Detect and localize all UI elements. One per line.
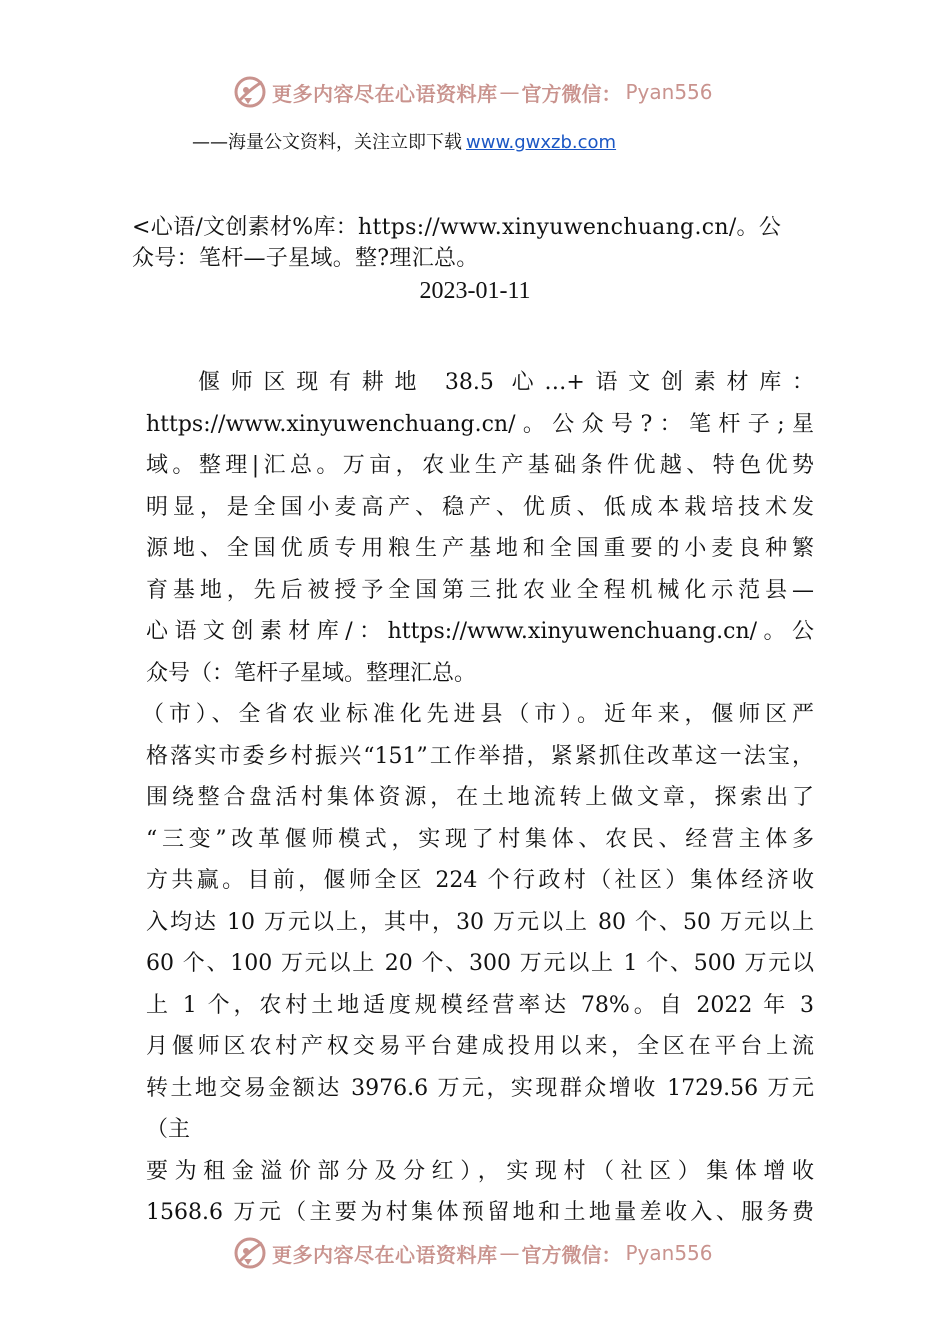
body-line: 偃师区现有耕地 38.5 心…+语文创素材库： — [198, 370, 814, 395]
document-date: 2023-01-11 — [419, 278, 531, 304]
source-line-1: <心语/文创素材%库：https://www.xinyuwenchuang.cn/。公 — [132, 215, 782, 240]
footer-banner — [232, 1233, 713, 1273]
body-line: （市）、全省农业标准化先进县（市）。近年来，偃师区严 — [142, 702, 814, 727]
body-line: 明显，是全国小麦高产、稳产、优质、低成本栽培技术发 — [146, 494, 814, 520]
download-notice — [192, 128, 616, 154]
body-line: 方共赢。目前，偃师全区 224 个行政村（社区）集体经济收 — [146, 868, 814, 893]
banner-separator: — — [499, 80, 520, 104]
body-line: 60 个、100 万元以上 20 个、300 万元以上 1 个、500 万元以 — [146, 951, 814, 976]
body-line: 心语文创素材库/：https://www.xinyuwenchuang.cn/。公 — [146, 619, 814, 644]
download-notice-text: ——海量公文资料，关注立即下载 — [192, 132, 462, 153]
header-banner — [232, 72, 713, 112]
body-line: 格落实市委乡村振兴“151”工作举措，紧紧抓住改革这一法宝， — [146, 743, 814, 769]
body-line: 上 1 个，农村土地适度规模经营率达 78%。自 2022 年 3 — [146, 992, 814, 1018]
body-line: 育基地，先后被授予全国第三批农业全程机械化示范县— — [146, 577, 814, 603]
banner-wechat-label: 官方微信： — [521, 81, 622, 106]
body-line: “三变”改革偃师模式，实现了村集体、农民、经营主体多 — [146, 826, 814, 852]
body-line: 月偃师区农村产权交易平台建成投用以来，全区在平台上流 — [146, 1034, 814, 1059]
body-line: （主 — [146, 1117, 191, 1142]
source-line-2: 众号：笔杆—子星域。整?理汇总。 — [132, 246, 479, 271]
body-line: 转土地交易金额达 3976.6 万元，实现群众增收 1729.56 万元 — [146, 1075, 814, 1101]
body-line: 要为租金溢价部分及分红），实现村（社区）集体增收 — [146, 1158, 814, 1184]
body-line: 围绕整合盘活村集体资源，在土地流转上做文章，探索出了 — [146, 785, 814, 810]
banner-wechat-id: Pyan556 — [625, 1241, 713, 1265]
article-body — [142, 362, 814, 1234]
banner-wechat-id: Pyan556 — [625, 80, 713, 104]
banner-wechat-label: 官方微信： — [521, 1242, 622, 1267]
banner-title: 更多内容尽在心语资料库 — [272, 1242, 498, 1267]
xinyu-logo-icon — [232, 74, 268, 110]
body-line: 众号（：笔杆子星域。整理汇总。 — [146, 660, 477, 686]
gwxzb-link[interactable]: www.gwxzb.com — [466, 132, 617, 153]
xinyu-logo-icon — [232, 1235, 268, 1271]
body-line: 1568.6 万元（主要为村集体预留地和土地量差收入、服务费 — [146, 1200, 814, 1225]
body-line: 源地、全国优质专用粮生产基地和全国重要的小麦良种繁 — [146, 536, 814, 561]
banner-separator: — — [499, 1241, 520, 1265]
body-line: 域。整理|汇总。万亩，农业生产基础条件优越、特色优势 — [146, 453, 814, 478]
banner-title: 更多内容尽在心语资料库 — [272, 81, 498, 106]
source-note — [132, 212, 822, 274]
body-line: https://www.xinyuwenchuang.cn/。公众号?：笔杆子;星 — [146, 411, 814, 437]
body-line: 入均达 10 万元以上，其中，30 万元以上 80 个、50 万元以上 — [146, 909, 814, 935]
